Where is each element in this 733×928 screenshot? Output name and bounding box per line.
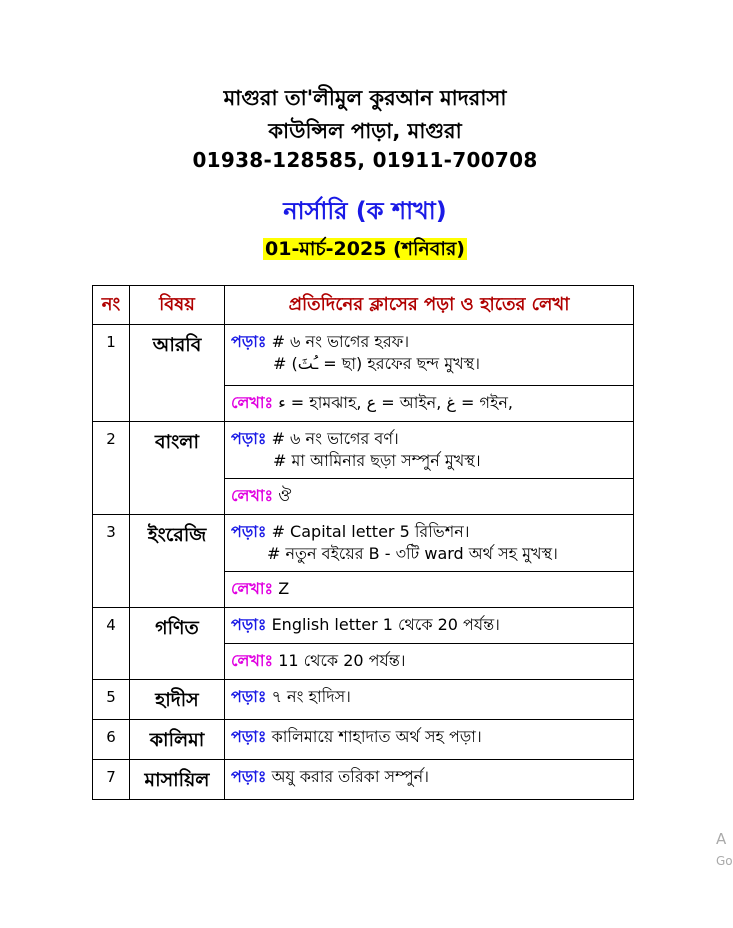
madrasa-name: মাগুরা তা'লীমুল কুরআন মাদরাসা [223,86,507,110]
table-row [93,680,634,720]
read-text: English letter 1 থেকে 20 পর্যন্ত। [271,615,500,634]
row-subject: মাসায়িল [130,760,225,800]
row-number: 4 [93,608,130,680]
read-cell [225,422,634,479]
read-text-2: # মা আমিনার ছড়া সম্পুর্ন মুখস্থ। [273,451,481,470]
table-row [93,760,634,800]
table-row [93,422,634,479]
row-number: 2 [93,422,130,515]
write-cell [225,644,634,680]
read-cell [225,608,634,644]
row-subject: আরবি [130,325,225,422]
write-label: লেখাঃ [231,393,274,412]
read-text: # ৬ নং ভাগের বর্ণ। [271,429,399,448]
read-text: # Capital letter 5 রিভিশন। [271,522,470,541]
read-label: পড়াঃ [231,522,267,541]
read-label: পড়াঃ [231,767,267,786]
row-subject: বাংলা [130,422,225,515]
corner-text-1: A [716,830,727,848]
read-cell [225,720,634,760]
read-text-2: # (ـُثَ = ছা) হরফের ছন্দ মুখস্থ। [273,354,480,373]
row-subject: ইংরেজি [130,515,225,608]
row-subject: হাদীস [130,680,225,720]
address: কাউন্সিল পাড়া, মাগুরা [268,119,462,143]
write-label: লেখাঃ [231,651,274,670]
table-header-row [93,286,634,325]
routine-table [92,285,634,800]
row-number: 1 [93,325,130,422]
write-cell [225,572,634,608]
table-row [93,608,634,644]
date-highlight: 01-মার্চ-2025 (শনিবার) [265,238,465,260]
class-name: নার্সারি (ক শাখা) [283,197,447,225]
read-cell [225,325,634,386]
read-text-2: # নতুন বইয়ের B - ৩টি ward অর্থ সহ মুখস্থ। [267,544,558,563]
date-line [0,235,730,267]
row-number: 3 [93,515,130,608]
read-text: # ৬ নং ভাগের হরফ। [271,332,410,351]
read-cell [225,680,634,720]
read-cell [225,760,634,800]
table-row [93,325,634,386]
write-text: ء = হামঝাহ, ع = আইন, غ = গইন, [278,393,513,412]
read-cell [225,515,634,572]
write-text: Z [278,579,290,598]
row-number: 7 [93,760,130,800]
write-label: লেখাঃ [231,579,274,598]
write-text: 11 থেকে 20 পর্যন্ত। [278,651,406,670]
write-cell [225,386,634,422]
read-label: পড়াঃ [231,687,267,706]
table-row [93,515,634,572]
write-label: লেখাঃ [231,486,274,505]
row-number: 5 [93,680,130,720]
read-text: কালিমায়ে শাহাদাত অর্থ সহ পড়া। [271,727,482,746]
read-text: ৭ নং হাদিস। [271,687,351,706]
row-subject: কালিমা [130,720,225,760]
read-label: পড়াঃ [231,615,267,634]
phone-numbers: 01938-128585, 01911-700708 [192,148,538,172]
col-header-no: নং [93,286,130,325]
read-label: পড়াঃ [231,429,267,448]
read-label: পড়াঃ [231,727,267,746]
read-text: অযু করার তরিকা সম্পুর্ন। [271,767,429,786]
table-row [93,720,634,760]
write-cell [225,479,634,515]
col-header-subject: বিষয় [130,286,225,325]
col-header-task: প্রতিদিনের ক্লাসের পড়া ও হাতের লেখা [225,286,634,325]
row-subject: গণিত [130,608,225,680]
write-text: ঔ [278,486,292,505]
read-label: পড়াঃ [231,332,267,351]
corner-text-2: Go [716,854,733,868]
row-number: 6 [93,720,130,760]
